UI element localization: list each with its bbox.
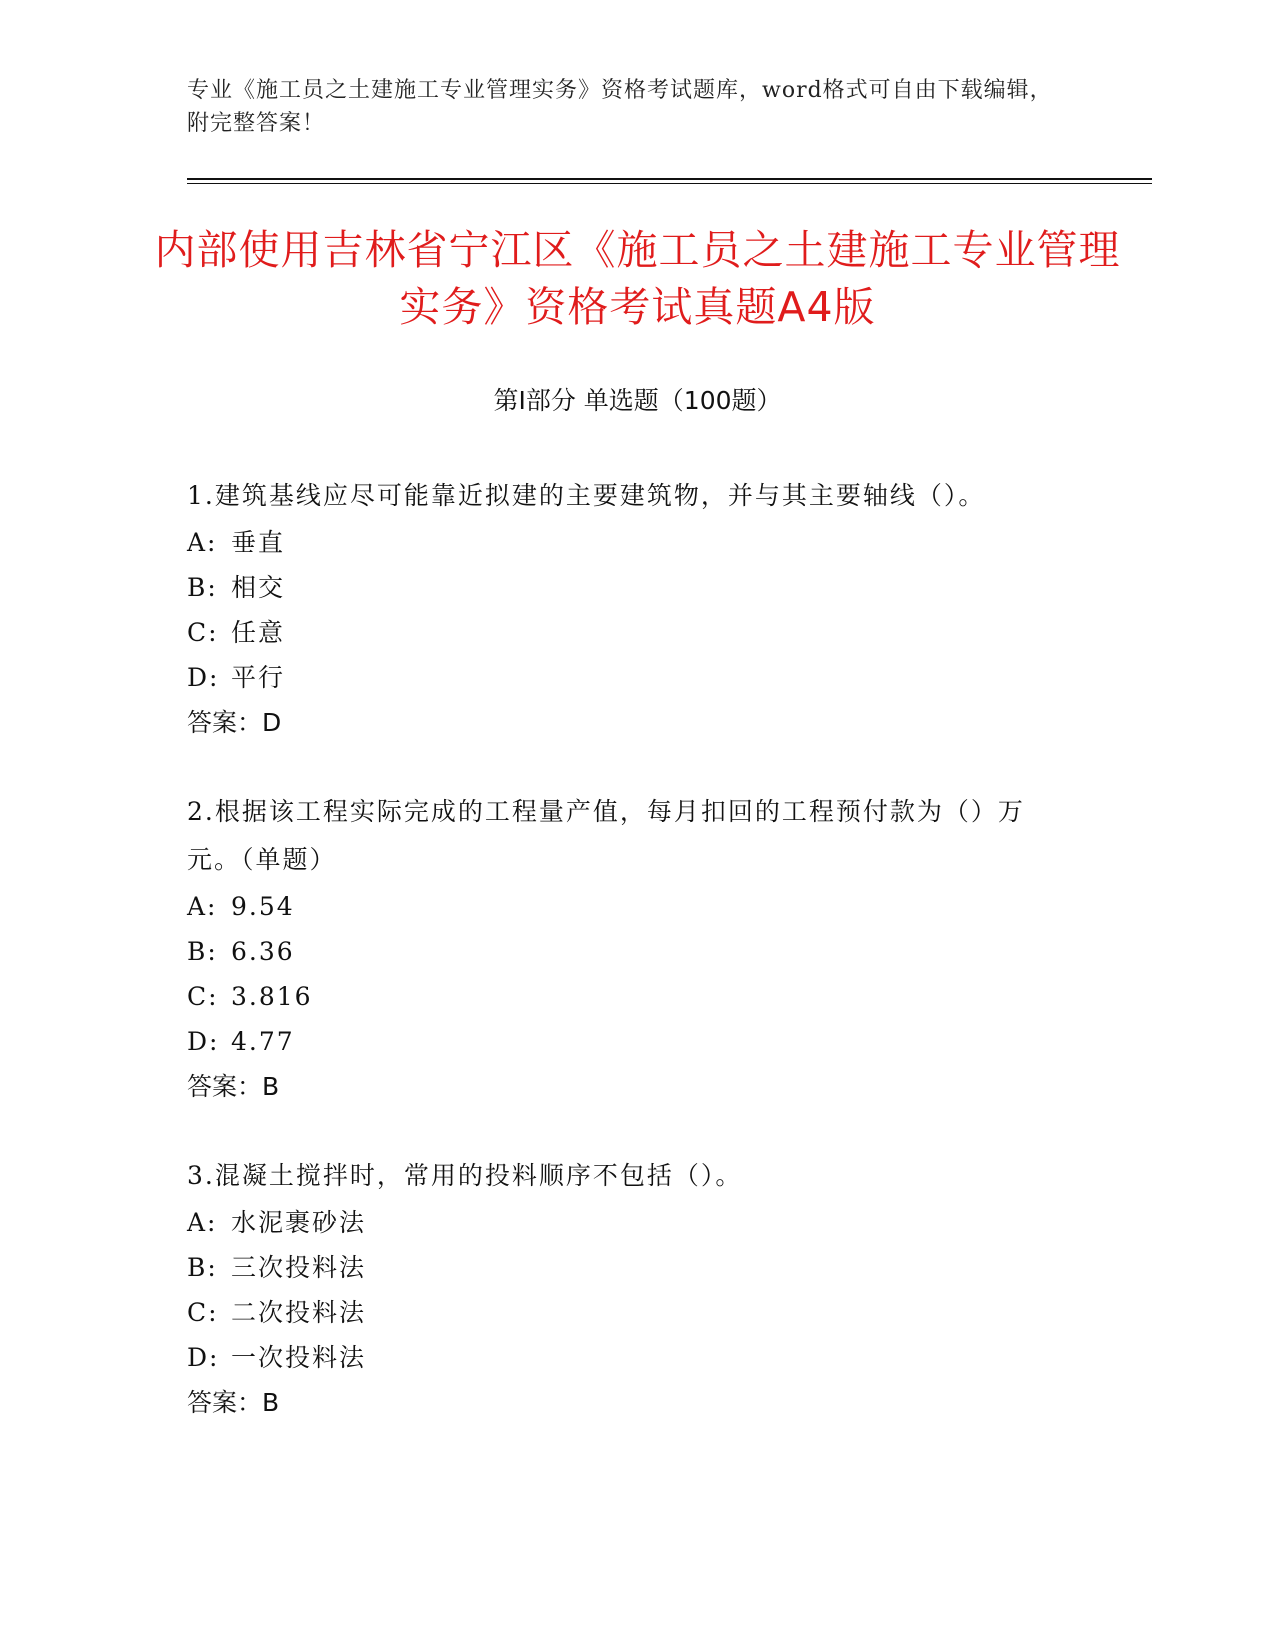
option-text: 任意 (231, 618, 286, 647)
document-title: 内部使用吉林省宁江区《施工员之土建施工专业管理实务》资格考试真题A4版 (154, 226, 1121, 331)
option-text: 相交 (231, 573, 286, 602)
option-letter: D: (187, 1343, 220, 1372)
section-heading: 第Ⅰ部分 单选题（100题） (493, 386, 782, 415)
option-text: 水泥裹砂法 (231, 1208, 367, 1237)
option-text: 二次投料法 (231, 1298, 367, 1327)
option-a (187, 1200, 1067, 1245)
option-text: 三次投料法 (231, 1253, 367, 1282)
option-letter: C: (187, 982, 219, 1011)
option-text: 3.816 (231, 982, 313, 1011)
question-3 (187, 1152, 1067, 1425)
answer-line: 答案：D (187, 708, 282, 737)
question-stem: 3.混凝土搅拌时，常用的投料顺序不包括（）。 (187, 1161, 743, 1190)
answer-line: 答案：B (187, 1388, 280, 1417)
question-1 (187, 472, 1067, 745)
question-2 (187, 788, 1067, 1109)
option-letter: B: (187, 937, 218, 966)
option-c (187, 1290, 1067, 1335)
option-text: 垂直 (231, 528, 286, 557)
question-list (187, 472, 1067, 1468)
option-letter: A: (187, 1208, 218, 1237)
option-d (187, 655, 1067, 700)
option-letter: D: (187, 1027, 220, 1056)
option-c (187, 610, 1067, 655)
option-b (187, 565, 1067, 610)
header-note: 专业《施工员之土建施工专业管理实务》资格考试题库，word格式可自由下载编辑，附完整答案！ (187, 78, 1053, 136)
header-divider-thick (187, 178, 1152, 180)
option-text: 4.77 (231, 1027, 295, 1056)
option-text: 9.54 (231, 892, 295, 921)
option-a (187, 520, 1067, 565)
option-d (187, 1019, 1067, 1064)
option-c (187, 974, 1067, 1019)
option-b (187, 1245, 1067, 1290)
option-letter: B: (187, 573, 218, 602)
header-divider-thin (187, 183, 1152, 184)
answer-line: 答案：B (187, 1072, 280, 1101)
option-letter: C: (187, 618, 219, 647)
option-b (187, 929, 1067, 974)
question-stem: 1.建筑基线应尽可能靠近拟建的主要建筑物，并与其主要轴线（）。 (187, 481, 986, 510)
option-letter: A: (187, 528, 218, 557)
option-text: 6.36 (231, 937, 295, 966)
option-letter: B: (187, 1253, 218, 1282)
option-a (187, 884, 1067, 929)
question-stem: 2.根据该工程实际完成的工程量产值，每月扣回的工程预付款为（）万元。（单题） (187, 797, 1025, 874)
option-letter: C: (187, 1298, 219, 1327)
option-text: 平行 (231, 663, 286, 692)
option-letter: A: (187, 892, 218, 921)
option-d (187, 1335, 1067, 1380)
option-text: 一次投料法 (231, 1343, 367, 1372)
option-letter: D: (187, 663, 220, 692)
